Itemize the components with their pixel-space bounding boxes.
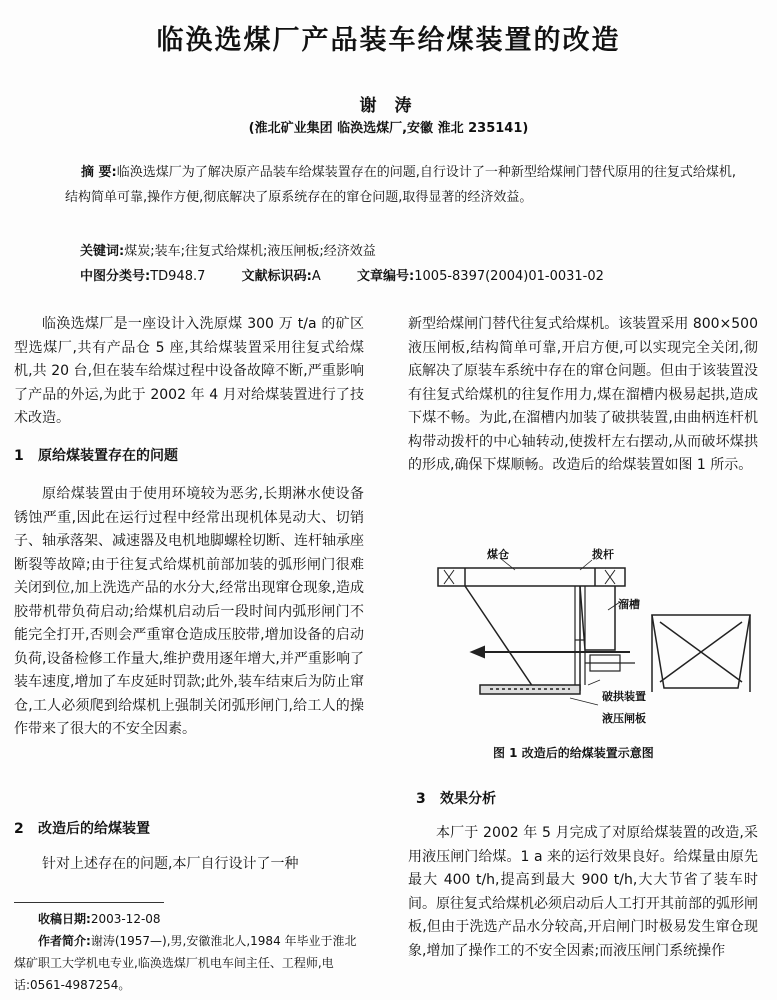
page-title: 临涣选煤厂产品装车给煤装置的改造 xyxy=(156,25,621,56)
section-2-title: 改造后的给煤装置 xyxy=(38,821,150,837)
keywords-label: 关键词: xyxy=(80,244,125,259)
keywords xyxy=(80,240,376,259)
section-1-text: 原给煤装置由于使用环境较为恶劣,长期淋水使设备锈蚀严重,因此在运行过程中经常出现机体晃动大、切销子、轴承落架、减速器及电机地脚螺栓切断、连杆轴承座断裂等故障;由于往复式给煤机前部加装的弧形闸门很难关闭到位,加上洗选产品的水分大,经常出现窜仓现象,造成胶带机带负荷启动;给煤机启动后一段时间内弧形闸门不能完全打开,否则会严重窜仓造成压胶带,增加设备的启动负荷,设备检修工作量大,维护费用逐年增大,并严重影响了装车速度,增加了车皮延时罚款;此外,装车结束后为防止窜仓,工人必须爬到给煤机上强制关闭弧形闸门,给工人的操作带来了很大的不安全因素。 xyxy=(14,486,364,737)
clc-label: 中图分类号: xyxy=(80,269,151,284)
section-1-body xyxy=(14,483,364,742)
leader-lines xyxy=(500,558,620,705)
section-3-title: 效果分析 xyxy=(440,791,496,807)
author-name: 谢 涛 xyxy=(359,96,418,116)
chute-body xyxy=(465,586,615,690)
footnote-rule xyxy=(14,902,164,903)
label-coal-bin: 煤仓 xyxy=(487,548,509,561)
section-3-number: 3 xyxy=(416,791,426,807)
footnote xyxy=(14,908,364,996)
section-1-number: 1 xyxy=(14,448,24,464)
keywords-text: 煤炭;装车;往复式给煤机;液压闸板;经济效益 xyxy=(124,244,376,259)
doc-code-label: 文献标识码: xyxy=(241,269,312,284)
received-label: 收稿日期: xyxy=(38,912,91,926)
section-2-number: 2 xyxy=(14,821,24,837)
bio-label: 作者简介: xyxy=(38,934,91,948)
figure-caption: 图 1 改造后的给煤装置示意图 xyxy=(493,746,654,760)
abstract-text: 临涣选煤厂为了解决原产品装车给煤装置存在的问题,自行设计了一种新型给煤闸门替代原用的往复式给煤机,结构简单可靠,操作方便,彻底解决了原系统存在的窜仓问题,取得显著的经济效益。 xyxy=(65,165,736,205)
section-2-text: 针对上述存在的问题,本厂自行设计了一种 xyxy=(42,856,299,872)
section-3-body xyxy=(408,822,758,963)
section-2-body xyxy=(14,853,364,877)
label-lever: 拨杆 xyxy=(592,548,614,561)
intro-paragraph xyxy=(14,313,364,431)
section-2-continued xyxy=(408,313,758,478)
section-2-heading xyxy=(14,818,150,838)
intro-text: 临涣选煤厂是一座设计入洗原煤 300 万 t/a 的矿区型选煤厂,共有产品仓 5 座,其给煤装置采用往复式给煤机,共 20 台,但在装车给煤过程中设备故障不断,严重影响了产品的外运,为此于 2002 年 4 月对给煤装置进行了技术改造。 xyxy=(14,316,364,426)
author-affiliation: (淮北矿业集团 临涣选煤厂,安徽 淮北 235141) xyxy=(248,121,529,136)
abstract xyxy=(65,160,745,210)
abstract-label: 摘 要: xyxy=(81,165,117,180)
figure-diagram xyxy=(420,540,760,735)
label-hydraulic-gate: 液压闸板 xyxy=(602,712,646,725)
received-date xyxy=(14,908,364,930)
section-2-continued-text: 新型给煤闸门替代往复式给煤机。该装置采用 800×500 液压闸板,结构简单可靠,开启方便,可以实现完全关闭,彻底解决了原装车系统中存在的窜仓问题。但由于该装置没有往复式给煤机的往复作用力,煤在溜槽内极易起拱,造成下煤不畅。为此,在溜槽内加装了破拱装置,由曲柄连杆机构带动拨杆的中心轴转动,使拨杆左右摆动,从而破坏煤拱的形成,确保下煤顺畅。改造后的给煤装置如图 1 所示。 xyxy=(408,316,758,473)
article-number-value: 1005-8397(2004)01-0031-02 xyxy=(414,269,604,284)
label-breaker: 破拱装置 xyxy=(602,690,646,703)
coal-bin-frame xyxy=(438,568,625,586)
classification-line xyxy=(80,265,604,284)
crank-mechanism xyxy=(585,655,635,671)
clc-value: TD948.7 xyxy=(150,269,206,284)
bio-text: 谢涛(1957—),男,安徽淮北人,1984 年毕业于淮北煤矿职工大学机电专业,临涣选煤厂机电车间主任、工程师,电话:0561-4987254。 xyxy=(14,934,357,992)
section-1-title: 原给煤装置存在的问题 xyxy=(38,448,178,464)
doc-code-value: A xyxy=(311,269,321,284)
received-value: 2003-12-08 xyxy=(90,912,161,926)
gate-plate xyxy=(480,685,580,694)
section-1-heading xyxy=(14,445,178,465)
author-bio xyxy=(14,930,364,996)
article-number-label: 文章编号: xyxy=(357,269,415,284)
section-3-heading xyxy=(416,788,496,808)
side-view xyxy=(652,615,750,692)
label-chute: 溜槽 xyxy=(618,598,640,611)
section-3-text: 本厂于 2002 年 5 月完成了对原给煤装置的改造,采用液压闸门给煤。1 a 来的运行效果良好。给煤量由原先最大 400 t/h,提高到最大 900 t/h,大大节省了装车时间。原往复式给煤机必须启动后人工打开其前部的弧形闸板,但由于洗选产品水分较高,开启闸门时极易发生窜仓现象,增加了操作工的不安全因素;而液压闸门系统操作 xyxy=(408,825,758,959)
